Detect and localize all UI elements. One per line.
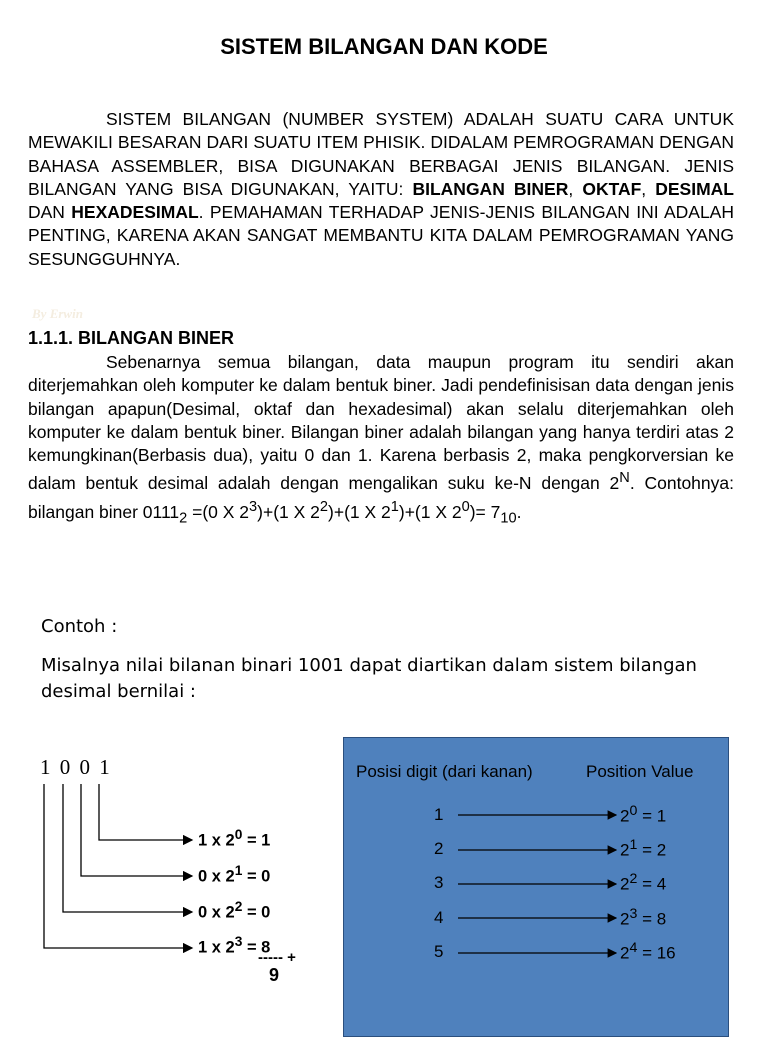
arrow-digit-1 xyxy=(44,784,192,948)
intro-text: SISTEM BILANGAN (NUMBER SYSTEM) ADALAH SUATU CARA UNTUK MEWAKILI BESARAN DARI SUATU ITEM PHISIK. DIDALAM PEMROGRAMAN DENGAN BAHASA ASSEMBLER, BISA DIGUNAKAN BERBAGAI JENIS BILANGAN. JENIS BILANGAN YANG BISA DIGUNAKAN, YAITU: xyxy=(28,109,734,199)
row-value: $2^0 = 1$ xyxy=(620,803,667,826)
example-label: Contoh : xyxy=(41,616,118,637)
arrow-digit-3 xyxy=(81,784,192,876)
box-header-position: Posisi digit (dari kanan) xyxy=(356,762,533,781)
calc-term: 1 x $2^3 = 8$ xyxy=(198,934,271,957)
row-position: 1 xyxy=(434,805,444,824)
section-heading: 1.1.1. BILANGAN BINER xyxy=(28,328,235,348)
example-description: Misalnya nilai bilanan binari 1001 dapat diartikan dalam sistem bilangan desimal bernilai : xyxy=(41,655,697,702)
term-hexadesimal: HEXADESIMAL xyxy=(71,202,199,223)
intro-paragraph: SISTEM BILANGAN (NUMBER SYSTEM) ADALAH SUATU CARA UNTUK MEWAKILI BESARAN DARI SUATU ITEM PHISIK. DIDALAM PEMROGRAMAN DENGAN BAHASA ASSEMBLER, BISA DIGUNAKAN BERBAGAI JENIS BILANGAN. JENIS BILANGAN YANG BISA DIGUNAKAN, YAITU: BILANGAN BINER, OKTAF, DESIMAL DAN HEXADESIMAL. PEMAHAMAN TERHADAP JENIS-JENIS BILANGAN INI ADALAH PENTING, KARENA AKAN SANGAT MEMBANTU KITA DALAM PEMROGRAMAN YANG SESUNGGUHNYA. xyxy=(28,109,734,269)
row-value: $2^1 = 2$ xyxy=(620,837,667,860)
row-position: 2 xyxy=(434,839,444,858)
intro-text-end: . PEMAHAMAN TERHADAP JENIS-JENIS BILANGAN INI ADALAH PENTING, KARENA AKAN SANGAT MEMBANTU KITA DALAM PEMROGRAMAN YANG SESUNGGUHNYA. xyxy=(28,202,734,269)
row-position: 4 xyxy=(434,908,444,927)
sum-value: 9 xyxy=(269,965,280,985)
body-paragraph: Sebenarnya semua bilangan, data maupun program itu sendiri akan diterjemahkan oleh komputer ke dalam bentuk biner. Jadi pendefinisisan data dengan jenis bilangan apapun(Desimal, oktaf dan hexadesimal) akan selalu diterjemahkan oleh komputer ke dalam bentuk biner. Bilangan biner adalah bilangan yang hanya terdiri atas 2 kemungkinan(Berbasis dua), yaitu 0 dan 1. Karena berbasis 2, maka pengkorversian ke dalam bentuk desimal adalah dengan mengalikan suku ke-N dengan $2^N$. Contohnya: bilangan biner $0111_2 =(0$ X $2^3)+(1$ X $2^2)+(1$ X $2^1)+(1$ X $2^0)= 7_{10}$. xyxy=(28,352,734,526)
page-title: SISTEM BILANGAN DAN KODE xyxy=(220,34,548,59)
arrow-digit-2 xyxy=(63,784,192,912)
binary-number: 1 0 0 1 xyxy=(40,755,112,779)
row-position: 5 xyxy=(434,942,444,961)
calc-term: 1 x $2^0 = 1$ xyxy=(198,827,271,850)
calc-term: 0 x $2^2 = 0$ xyxy=(198,899,271,922)
row-value: $2^2 = 4$ xyxy=(620,871,667,894)
sum-line: ----- + xyxy=(258,949,296,966)
position-value-box xyxy=(343,737,729,1037)
box-header-value: Position Value xyxy=(586,762,694,781)
arrow-digit-4 xyxy=(99,784,192,840)
term-desimal: DESIMAL xyxy=(655,178,734,199)
watermark: By Erwin xyxy=(32,306,83,321)
calc-term: 0 x $2^1 = 0$ xyxy=(198,863,271,886)
row-position: 3 xyxy=(434,873,444,892)
term-biner: BILANGAN BINER xyxy=(412,178,569,199)
box-arrows xyxy=(344,738,730,1038)
row-value: $2^3 = 8$ xyxy=(620,906,667,929)
term-oktaf: OKTAF xyxy=(582,178,642,199)
row-value: $2^4 = 16$ xyxy=(620,940,676,963)
